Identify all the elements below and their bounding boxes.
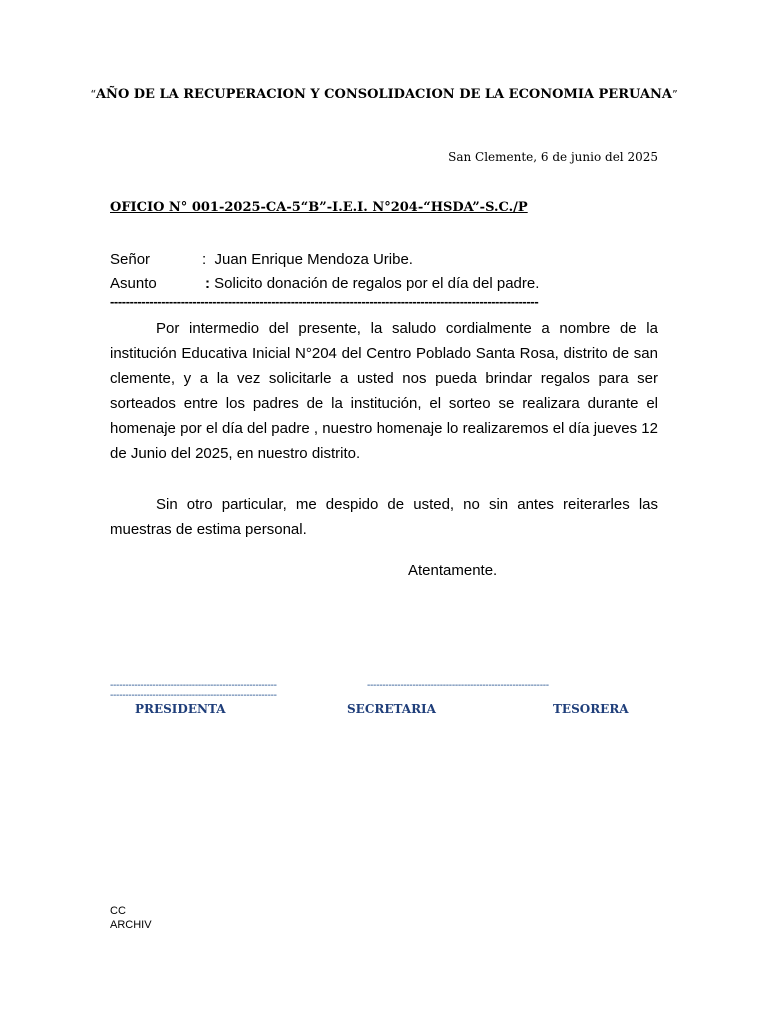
footer-archive: ARCHIV <box>110 919 152 931</box>
signature-line-secondary: ------------------------------------------------------- <box>110 690 277 701</box>
motto-text: AÑO DE LA RECUPERACION Y CONSOLIDACION DE LA ECONOMIA PERUANA <box>95 87 673 102</box>
recipient-colon: : <box>202 251 207 268</box>
subject-colon: : <box>205 275 210 292</box>
motto-close-quote: ” <box>672 88 678 101</box>
recipient-field <box>110 251 413 268</box>
role-tesorera: TESORERA <box>553 702 629 716</box>
role-secretaria: SECRETARIA <box>347 702 436 716</box>
role-presidenta: PRESIDENTA <box>135 702 226 716</box>
signature-line-secretaria: ------------------------------------------------------------ <box>367 680 549 691</box>
separator-line: ------------------------------------------------------------------------------------------------------------- <box>110 294 539 309</box>
place-date: San Clemente, 6 de junio del 2025 <box>448 150 658 164</box>
body-paragraph-2: Sin otro particular, me despido de usted, no sin antes reiterarles las muestras de estima personal. <box>110 496 658 538</box>
oficio-reference: OFICIO N° 001-2025-CA-5“B”-I.E.I. N°204-“HSDA”-S.C./P <box>110 200 528 215</box>
recipient-name: Juan Enrique Mendoza Uribe. <box>214 251 413 268</box>
subject-text: Solicito donación de regalos por el día del padre. <box>214 275 540 292</box>
body-paragraph-1: Por intermedio del presente, la saludo cordialmente a nombre de la institución Educativa Inicial N°204 del Centro Poblado Santa Rosa, distrito de san clemente, y a la vez solicitarle a usted nos pueda brindar regalos para ser sorteados entre los padres de la institución, el sorteo se realizara durante el homenaje por el día del padre , nuestro homenaje lo realizaremos el día jueves 12 de Junio del 2025, en nuestro distrito. <box>110 320 658 462</box>
recipient-label: Señor <box>110 251 151 268</box>
footer-cc: CC <box>110 905 126 917</box>
subject-field <box>110 275 539 292</box>
motto-open-quote: “ <box>90 88 96 101</box>
closing-salutation: Atentamente. <box>408 562 498 579</box>
subject-label: Asunto <box>110 275 157 292</box>
letter-motto <box>0 87 768 102</box>
signature-line-presidenta: ------------------------------------------------------- <box>110 680 277 691</box>
